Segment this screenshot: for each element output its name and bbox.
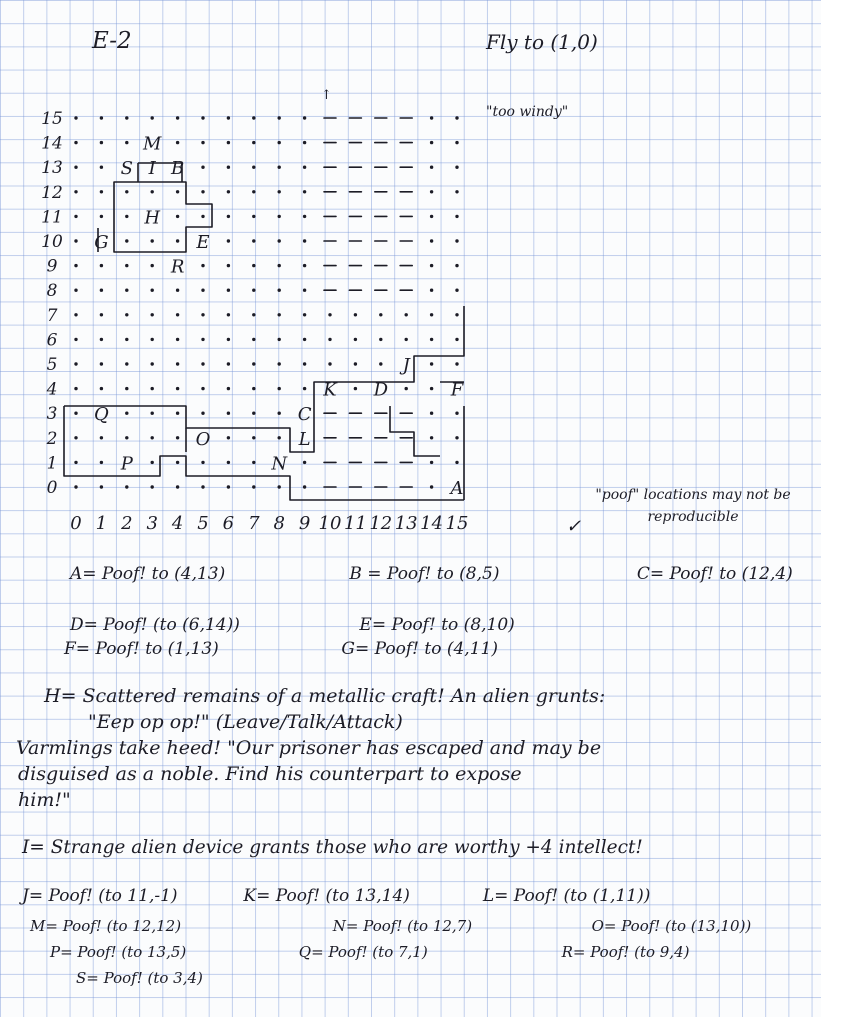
legend-entry: P= Poof! (to 13,5) <box>50 943 187 961</box>
grid-dot <box>303 239 306 242</box>
grid-dot <box>125 190 128 193</box>
map-letter-a: A <box>450 478 464 499</box>
legend-entry: J= Poof! (to 11,-1) <box>22 886 178 906</box>
grid-dot <box>100 485 103 488</box>
grid-dot <box>252 215 255 218</box>
poof-note: "poof" locations may not be reproducible <box>595 487 791 525</box>
grid-dot <box>151 362 154 365</box>
map-letter-o: O <box>195 428 211 450</box>
grid-dot <box>74 436 77 439</box>
map-letter-g: G <box>94 232 109 253</box>
grid-dot <box>252 461 255 464</box>
grid-dot <box>227 362 230 365</box>
grid-dot <box>430 215 433 218</box>
grid-dot <box>430 166 433 169</box>
legend-row-3 <box>64 637 498 661</box>
legend-h-line-3: Varmlings take heed! "Our prisoner has escaped and may be <box>16 737 602 759</box>
grid-dot <box>227 461 230 464</box>
grid-dot <box>227 190 230 193</box>
grid-dot <box>455 215 458 218</box>
grid-dot <box>176 485 179 488</box>
grid-dot <box>430 190 433 193</box>
grid-dot <box>227 387 230 390</box>
grid-dot <box>151 116 154 119</box>
grid-dot <box>405 387 408 390</box>
grid-dot <box>176 289 179 292</box>
grid-dot <box>252 116 255 119</box>
grid-dot <box>303 116 306 119</box>
grid-dot <box>303 166 306 169</box>
up-arrow-icon: ↑ <box>321 88 332 103</box>
grid-dot <box>455 141 458 144</box>
grid-dot <box>303 461 306 464</box>
grid-dot <box>354 362 357 365</box>
map-letter-s: S <box>120 158 133 180</box>
map-letter-b: B <box>170 158 185 180</box>
legend-entry: D= Poof! (to (6,14)) <box>70 615 240 635</box>
grid-dot <box>430 116 433 119</box>
legend-row-5 <box>30 914 751 938</box>
row-label: 15 <box>41 109 63 129</box>
legend-entry: N= Poof! (to 12,7) <box>332 917 473 935</box>
grid-dot <box>278 412 281 415</box>
grid-dot <box>252 436 255 439</box>
grid-dot <box>176 190 179 193</box>
grid-dot <box>252 239 255 242</box>
column-label: 13 <box>394 513 418 534</box>
grid-dot <box>252 313 255 316</box>
grid-dot <box>151 461 154 464</box>
grid-dot <box>430 239 433 242</box>
legend-entry: L= Poof! (to (1,11)) <box>482 886 651 906</box>
grid-dot <box>252 387 255 390</box>
column-label: 4 <box>171 513 184 534</box>
grid-dot <box>201 190 204 193</box>
grid-dot <box>201 412 204 415</box>
grid-dot <box>151 387 154 390</box>
grid-dot <box>430 338 433 341</box>
wind-note: "too windy" <box>486 104 569 120</box>
legend-h-line-1: H= Scattered remains of a metallic craft! An alien grunts: <box>44 685 606 707</box>
grid-dot <box>100 166 103 169</box>
grid-dot <box>430 412 433 415</box>
grid-dot <box>125 215 128 218</box>
legend-h-line-5: him!" <box>18 789 71 811</box>
legend-entry: Q= Poof! (to 7,1) <box>298 943 428 961</box>
legend-h-line-2: "Eep op op!" (Leave/Talk/Attack) <box>88 711 403 733</box>
grid-dot <box>151 338 154 341</box>
row-label: 14 <box>41 133 63 154</box>
row-label: 1 <box>46 453 58 474</box>
grid-dot <box>227 313 230 316</box>
grid-dot <box>100 313 103 316</box>
grid-dot <box>278 264 281 267</box>
grid-dot <box>278 289 281 292</box>
row-label: 4 <box>46 379 58 400</box>
row-label: 10 <box>41 232 63 252</box>
grid-dot <box>455 116 458 119</box>
column-label: 8 <box>273 513 285 534</box>
grid-dot <box>278 239 281 242</box>
map-letter-p: P <box>120 453 133 475</box>
grid-dot <box>455 436 458 439</box>
row-label: 9 <box>46 256 58 277</box>
grid-dot <box>455 166 458 169</box>
grid-dot <box>430 461 433 464</box>
grid-dot <box>303 313 306 316</box>
grid-dot <box>151 313 154 316</box>
grid-dot <box>252 190 255 193</box>
grid-dot <box>100 190 103 193</box>
grid-dot <box>303 338 306 341</box>
grid-dot <box>100 116 103 119</box>
grid-dot <box>201 166 204 169</box>
legend-entry: K= Poof! (to 13,14) <box>243 886 410 906</box>
grid-dot <box>430 141 433 144</box>
row-label: 3 <box>46 404 58 425</box>
grid-dot <box>455 289 458 292</box>
grid-dot <box>455 264 458 267</box>
grid-dot <box>278 313 281 316</box>
grid-dot <box>303 387 306 390</box>
map-letter-n: N <box>271 453 288 475</box>
legend-entry: R= Poof! (to 9,4) <box>561 943 690 961</box>
grid-dot <box>455 338 458 341</box>
map-letter-q: Q <box>94 404 109 426</box>
grid-dot <box>74 412 77 415</box>
grid-dot <box>430 313 433 316</box>
grid-dot <box>201 313 204 316</box>
grid-dot <box>201 461 204 464</box>
grid-dot <box>176 215 179 218</box>
grid-dot <box>100 436 103 439</box>
grid-dot <box>278 387 281 390</box>
grid-dot <box>405 338 408 341</box>
grid-dot <box>227 141 230 144</box>
grid-dot <box>455 412 458 415</box>
map-letter-m: M <box>142 133 162 155</box>
column-label: 14 <box>420 513 444 534</box>
grid-dot <box>379 338 382 341</box>
grid-dot <box>455 362 458 365</box>
grid-dot <box>100 338 103 341</box>
grid-dot <box>227 239 230 242</box>
grid-dot <box>227 215 230 218</box>
legend-entry: O= Poof! (to (13,10)) <box>591 917 752 935</box>
grid-dot <box>227 412 230 415</box>
fly-note: Fly to (1,0) <box>486 30 598 54</box>
grid-dot <box>100 362 103 365</box>
grid-dot <box>328 362 331 365</box>
grid-dot <box>100 215 103 218</box>
grid-dot <box>303 289 306 292</box>
grid-dot <box>176 362 179 365</box>
grid-dot <box>405 313 408 316</box>
grid-dot <box>354 313 357 316</box>
row-label: 8 <box>46 281 58 302</box>
map-letter-k: K <box>323 379 337 401</box>
grid-dot <box>430 485 433 488</box>
grid-dot <box>201 338 204 341</box>
grid-dot <box>201 141 204 144</box>
grid-dot <box>227 338 230 341</box>
legend-row-1 <box>70 562 793 586</box>
grid-dot <box>455 239 458 242</box>
column-label: 7 <box>248 513 260 534</box>
row-label: 6 <box>46 330 58 351</box>
grid-dot <box>74 264 77 267</box>
grid-dot <box>125 362 128 365</box>
grid-dot <box>430 387 433 390</box>
grid-dot <box>303 485 306 488</box>
grid-dot <box>176 412 179 415</box>
row-label: 7 <box>46 305 58 326</box>
grid-dot <box>74 239 77 242</box>
grid-dot <box>455 461 458 464</box>
grid-dot <box>227 166 230 169</box>
grid-dot <box>278 436 281 439</box>
grid-dot <box>100 264 103 267</box>
building-outline <box>64 306 464 452</box>
grid-dot <box>227 116 230 119</box>
grid-dot <box>74 289 77 292</box>
map-letter-f: F <box>450 379 464 401</box>
grid-dot <box>151 239 154 242</box>
column-label: 5 <box>197 513 209 534</box>
grid-dot <box>303 141 306 144</box>
grid-dot <box>125 338 128 341</box>
grid-dot <box>227 264 230 267</box>
legend-entry: S= Poof! (to 3,4) <box>76 969 203 987</box>
column-label: 15 <box>445 513 469 534</box>
column-label: 1 <box>95 513 108 534</box>
grid-dot <box>278 190 281 193</box>
column-label: 10 <box>318 513 342 534</box>
map-letter-c: C <box>297 404 312 426</box>
map-letter-i: I <box>148 158 156 180</box>
grid-dot <box>74 485 77 488</box>
map-letter-l: L <box>298 428 311 450</box>
grid-dot <box>252 362 255 365</box>
grid-dot <box>151 289 154 292</box>
grid-dot <box>278 166 281 169</box>
grid-dot <box>278 141 281 144</box>
grid-dot <box>252 412 255 415</box>
grid-dot <box>100 141 103 144</box>
grid-dot <box>430 436 433 439</box>
grid-dot <box>151 485 154 488</box>
grid-dot <box>74 166 77 169</box>
grid-dot <box>252 485 255 488</box>
grid-dot <box>354 387 357 390</box>
grid-dot <box>201 485 204 488</box>
legend-entry: F= Poof! to (1,13) <box>64 639 219 659</box>
grid-dot <box>201 264 204 267</box>
map-letter-j: J <box>402 355 410 376</box>
grid-dot <box>125 239 128 242</box>
legend-entry: G= Poof! to (4,11) <box>341 639 498 659</box>
legend-row-2 <box>70 613 515 637</box>
grid-dot <box>328 313 331 316</box>
grid-dot <box>74 387 77 390</box>
legend-row-7 <box>76 966 203 990</box>
grid-dot <box>125 436 128 439</box>
grid-dot <box>74 338 77 341</box>
grid-dot <box>176 141 179 144</box>
grid-dot <box>201 387 204 390</box>
grid-dot <box>125 387 128 390</box>
grid-dot <box>100 387 103 390</box>
legend-entry: M= Poof! (to 12,12) <box>30 917 182 935</box>
grid-dot <box>455 313 458 316</box>
grid-dot <box>151 264 154 267</box>
row-label: 12 <box>41 182 63 203</box>
map-letter-h: H <box>144 207 161 229</box>
grid-dot <box>125 289 128 292</box>
grid-dot <box>74 190 77 193</box>
grid-dot <box>278 485 281 488</box>
grid-dot <box>100 289 103 292</box>
grid-dot <box>455 190 458 193</box>
grid-dot <box>201 116 204 119</box>
grid-dot <box>278 362 281 365</box>
grid-dot <box>176 116 179 119</box>
grid-dot <box>252 141 255 144</box>
grid-dot <box>252 338 255 341</box>
grid-dot <box>151 412 154 415</box>
legend-row-4 <box>22 884 650 908</box>
grid-dot <box>303 264 306 267</box>
grid-dot <box>125 141 128 144</box>
grid-dot <box>252 166 255 169</box>
map-letter-d: D <box>373 379 389 401</box>
page-title: E-2 <box>92 28 132 54</box>
map-letter-e: E <box>196 232 210 253</box>
grid-dot <box>379 362 382 365</box>
grid-dot <box>201 289 204 292</box>
column-label: 0 <box>70 513 82 534</box>
column-label: 2 <box>121 513 133 534</box>
grid-dot <box>125 412 128 415</box>
row-label: 0 <box>46 478 58 498</box>
grid-dot <box>74 362 77 365</box>
grid-dot <box>176 239 179 242</box>
grid-dot <box>125 116 128 119</box>
grid-dot <box>176 436 179 439</box>
grid-dot <box>303 362 306 365</box>
grid-dot <box>303 215 306 218</box>
grid-dot <box>176 338 179 341</box>
row-label: 13 <box>41 158 63 179</box>
legend-entry: C= Poof! to (12,4) <box>636 564 793 584</box>
grid-dot <box>430 289 433 292</box>
column-label: 11 <box>343 513 367 534</box>
grid-dot <box>278 338 281 341</box>
grid-dot <box>151 436 154 439</box>
legend-entry: A= Poof! to (4,13) <box>70 564 226 584</box>
grid-dot <box>125 485 128 488</box>
column-label: 6 <box>222 513 235 534</box>
grid-dot <box>303 190 306 193</box>
grid-dot <box>430 264 433 267</box>
grid-dot <box>74 116 77 119</box>
grid-dot <box>430 362 433 365</box>
legend-i-line: I= Strange alien device grants those who are worthy +4 intellect! <box>22 837 643 858</box>
grid-dot <box>151 190 154 193</box>
grid-dot <box>74 313 77 316</box>
legend-entry: B = Poof! to (8,5) <box>349 564 500 584</box>
grid-dot <box>227 485 230 488</box>
grid-dot <box>278 215 281 218</box>
row-label: 2 <box>46 428 58 449</box>
column-label: 3 <box>146 513 158 534</box>
grid-dot <box>176 387 179 390</box>
grid-dot <box>354 338 357 341</box>
grid-dot <box>379 313 382 316</box>
legend-row-6 <box>50 940 689 964</box>
grid-dot <box>74 141 77 144</box>
column-label: 12 <box>369 513 393 534</box>
grid-dot <box>201 215 204 218</box>
row-label: 11 <box>41 207 63 228</box>
grid-dot <box>252 289 255 292</box>
column-label: 9 <box>298 513 311 534</box>
grid-dot <box>176 461 179 464</box>
grid-dot <box>252 264 255 267</box>
grid-dot <box>227 436 230 439</box>
grid-dot <box>74 461 77 464</box>
grid-dot <box>100 461 103 464</box>
legend-h-line-4: disguised as a noble. Find his counterpart to expose <box>18 763 522 785</box>
grid-dot <box>125 313 128 316</box>
grid-dot <box>125 264 128 267</box>
legend-entry: E= Poof! to (8,10) <box>359 615 515 635</box>
grid-dot <box>328 338 331 341</box>
grid-dot <box>201 362 204 365</box>
grid-dot <box>278 116 281 119</box>
grid-dot <box>74 215 77 218</box>
row-label: 5 <box>46 355 58 375</box>
grid-dot <box>176 313 179 316</box>
map-letter-r: R <box>170 256 185 278</box>
checkmark-icon: ✓ <box>566 516 582 537</box>
grid-dot <box>227 289 230 292</box>
